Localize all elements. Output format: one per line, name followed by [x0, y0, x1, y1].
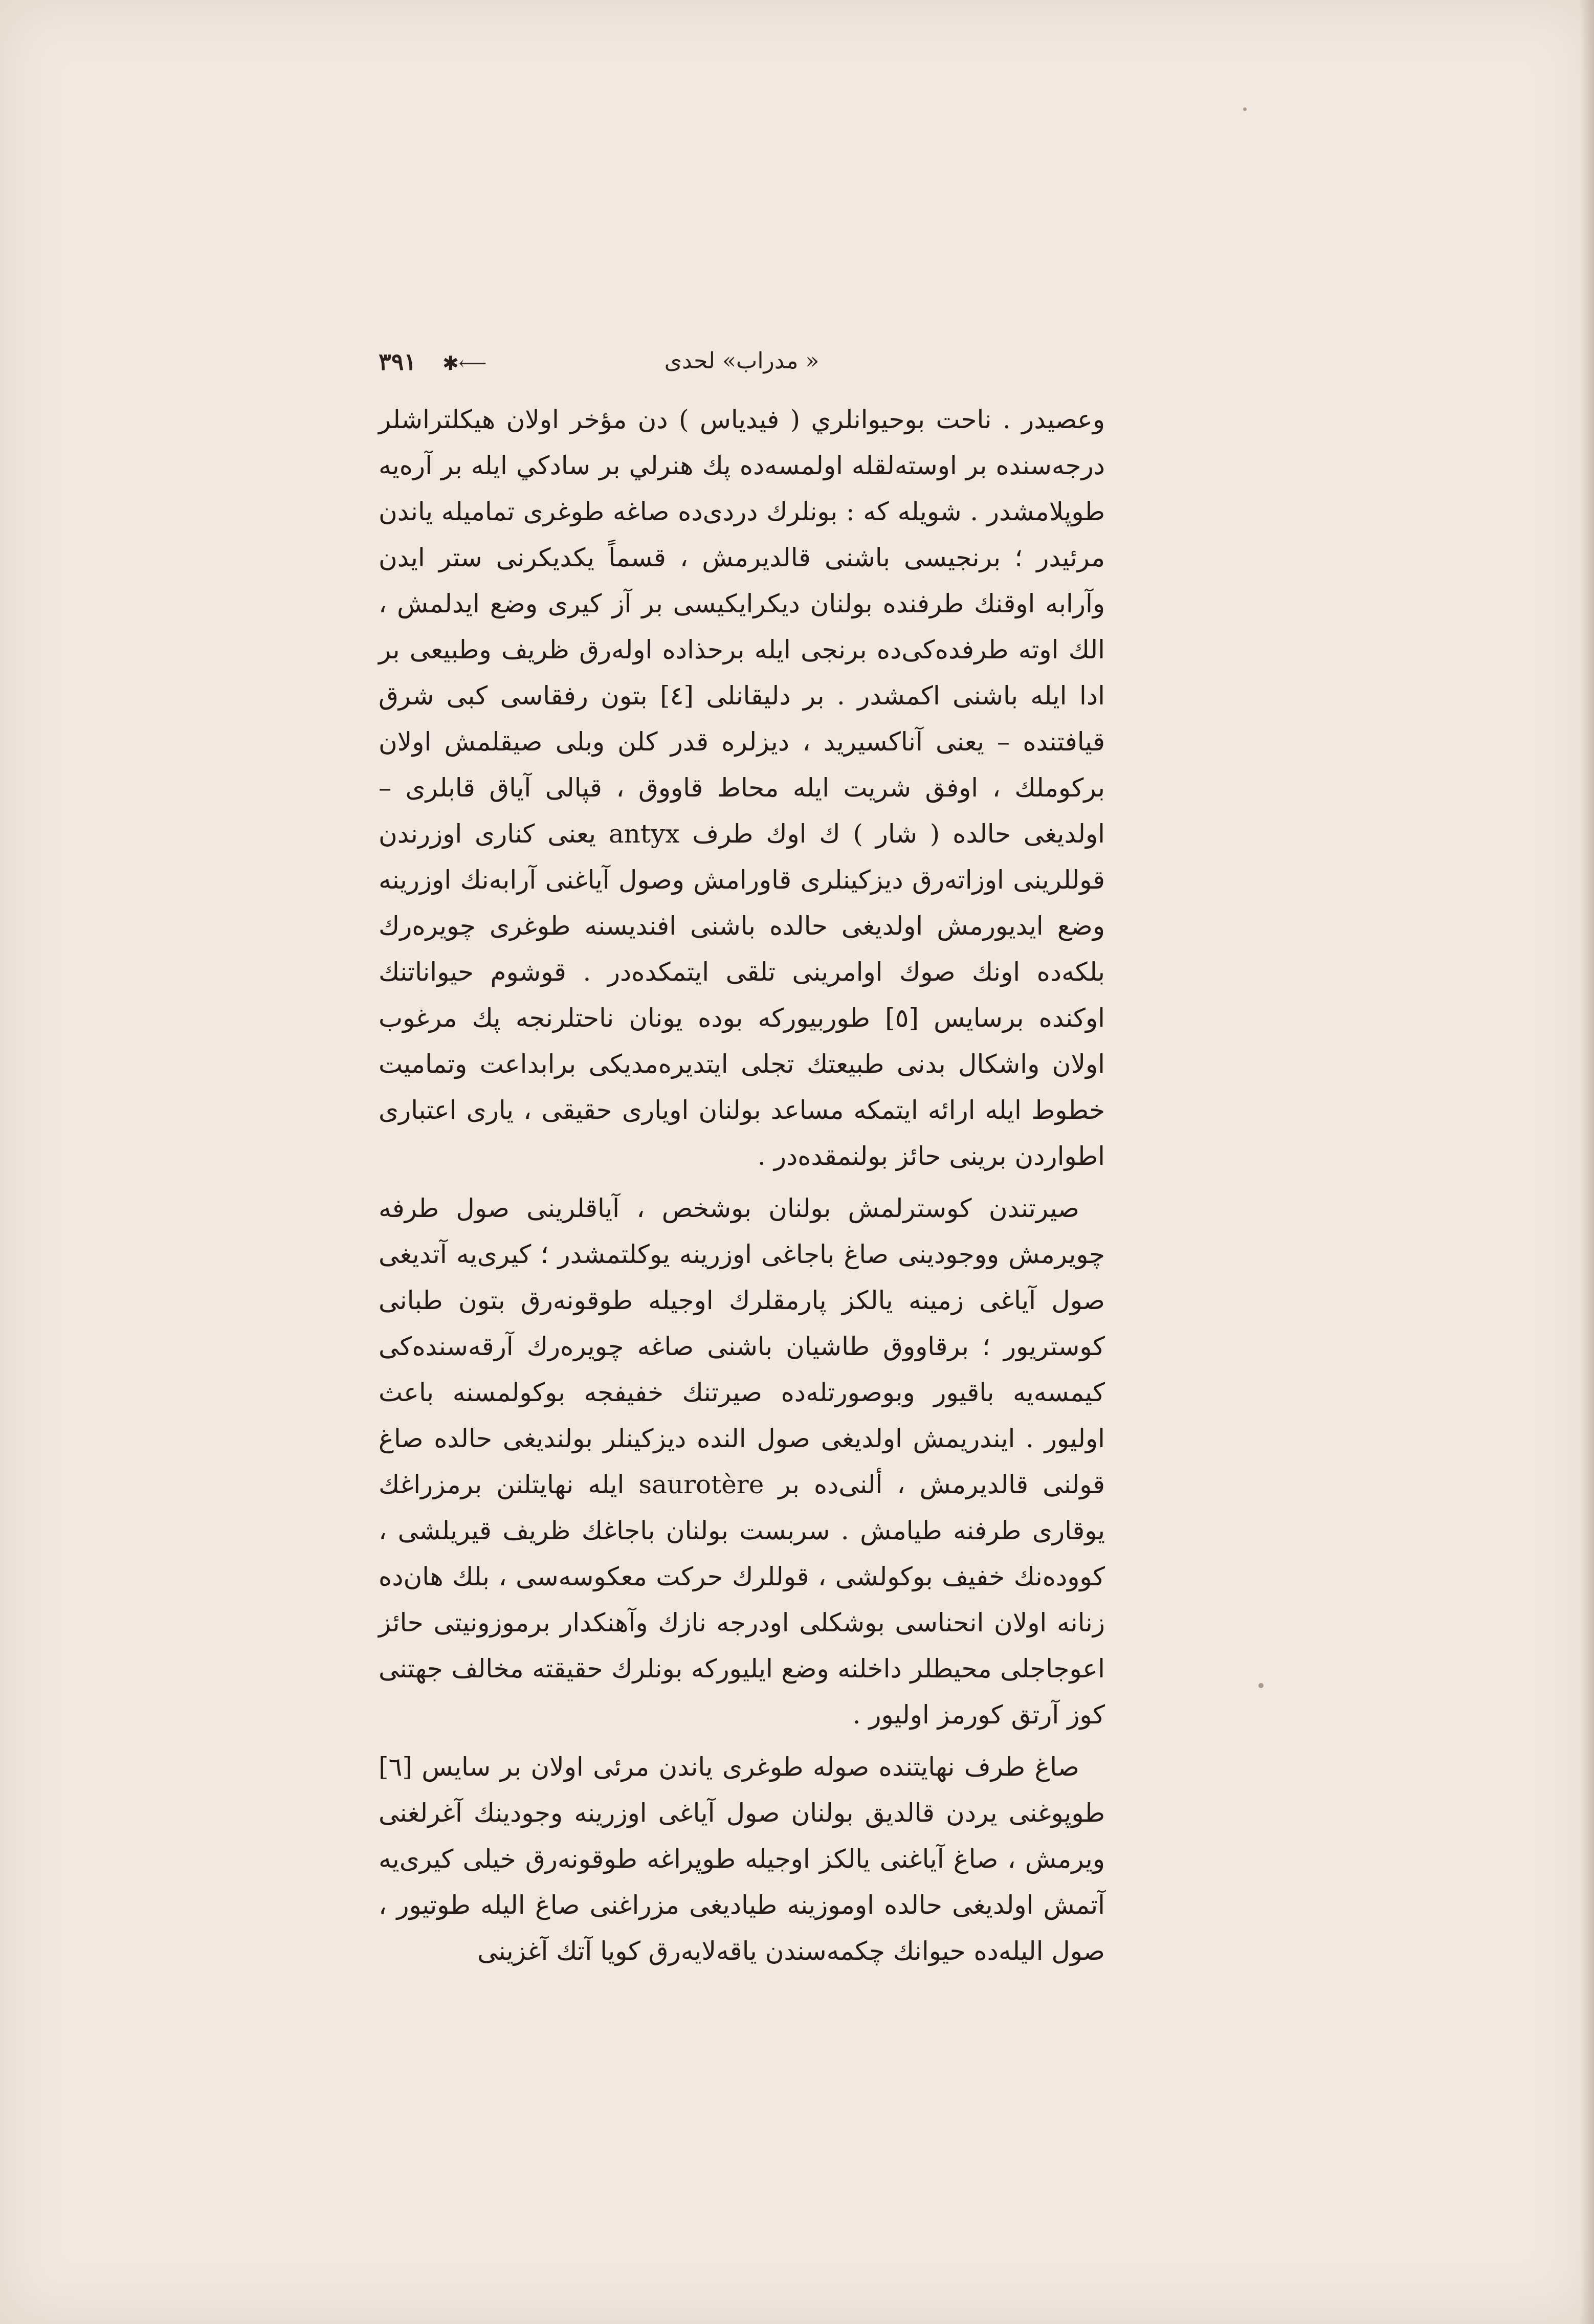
page-number: ٣٩١: [379, 348, 417, 375]
paper-speck: [1243, 107, 1247, 111]
paper-speck: [1258, 1683, 1264, 1688]
page-header: [379, 348, 1105, 389]
page-edge-shadow: [1580, 0, 1594, 2324]
paragraph-1-text-a: وعصيدر . ناحت بوحيوانلري ( فيدياس ) دن مؤخر اولان هيكلتراشلر درجه‌سنده بر اوسته‌لقله اولمسه‌ده پك هنرلي بر سادكي ايله بر آره‌يه طوپلامشدر . شويله كه : بونلرك دردی‌ده صاغه طوغری تماميله ياندن مرئيدر ؛ برنجيسی باشنی قالديرمش ، قسماً يكديكرنی ستر ايدن وآرابه اوقنك طرفنده بولنان ديكرايكيسی بر آز كيری وضع ايدلمش ، الك اوته طرفده‌كی‌ده برنجی ايله برحذاده اوله‌رق ظريف وطبيعی بر ادا ايله باشنی اكمشدر . بر دليقانلی [٤] بتون رفقاسی كبی شرق قيافتنده – يعنی آناكسيريد ، ديزلره قدر كلن وبلی صيقلمش اولان بركوملك ، اوفق شريت ايله محاط قاووق ، قپالی آياق قابلری – اولديغی حالده ( شار ) ك اوك طرف: [379, 405, 1105, 849]
running-title: « مدراب» لحدی: [664, 348, 820, 374]
paragraph-1-text-b: يعنی كناری اوزرندن قوللرينی اوزاته‌رق ديزكينلری قاورامش وصول آياغنی آرابه‌نك اوزرينه وضع ايديورمش اولديغی حالده باشنی افنديسنه طوغری چويره‌رك بلكه‌ده اونك صوك اوامرينی تلقی ايتمكده‌در . قوشوم حيواناتنك اوكنده برسايس [٥] طوربيوركه بوده يونان ناحتلرنجه پك مرغوب اولان واشكال بدنی طبيعتك تجلی ايتديره‌مديكی برابداعت وتماميت خطوط ايله ارائه ايتمكه مساعد بولنان اوياری حقيقی ، ياری اعتباری اطواردن برينی حائز بولنمقده‌در .: [379, 819, 1105, 1171]
paragraph-2-text-a: صيرتندن كوسترلمش بولنان بوشخص ، آياقلرينی صول طرفه چويرمش ووجودينی صاغ باجاغی اوزرينه يوكلتمشدر ؛ كيری‌يه آتديغی صول آياغی زمينه يالكز پارمقلرك اوجيله طوقونه‌رق بتون طبانی كوستريور ؛ برقاووق طاشيان باشنی صاغه چويره‌رك آرقه‌سنده‌كی كيمسه‌يه باقيور وبوصورتله‌ده صيرتنك خفيفجه بوكولمسنه باعث اوليور . ايندريمش اولديغی صول النده ديزكينلر بولنديغی حالده صاغ قولنی قالديرمش ، ألنی‌ده بر: [379, 1193, 1105, 1499]
foreign-term-antyx: antyx: [608, 819, 680, 849]
paragraph-2: [379, 1185, 1105, 1738]
paragraph-1: [379, 396, 1105, 1179]
foreign-term-saurotere: saurotère: [638, 1470, 764, 1499]
paragraph-3: [379, 1744, 1105, 1974]
paragraph-2-text-b: ايله نهايتلنن برمزراغك يوقاری طرفنه طيامش . سربست بولنان باجاغك ظريف قيريلشی ، كووده‌نك خفيف بوكولشی ، قوللرك حركت معكوسه‌سی ، بلك هان‌ده زنانه اولان انحناسی بوشكلی اودرجه نازك وآهنكدار برموزونيتی حائز اعوجاجلی محيطلر داخلنه وضع ايليوركه بونلرك حقيقته مخالف جهتنی كوز آرتق كورمز اوليور .: [379, 1470, 1105, 1730]
paragraph-3-text: صاغ طرف نهايتنده صوله طوغری ياندن مرئی اولان بر سايس [٦] طوپوغنی يردن قالديق بولنان صول آياغی اوزرينه وجودينك آغرلغنی ويرمش ، صاغ آياغنی يالكز اوجيله طوپراغه طوقونه‌رق خيلی كيری‌يه آتمش اولديغی حالده اوموزينه طياديغی مزراغنی صاغ اليله طوتيور ، صول اليله‌ده حيوانك چكمه‌سندن ياقه‌لايه‌رق كويا آتك آغزينی: [379, 1752, 1105, 1966]
ornament-icon: ⟵✱: [442, 352, 487, 374]
body-text: [379, 396, 1105, 1974]
